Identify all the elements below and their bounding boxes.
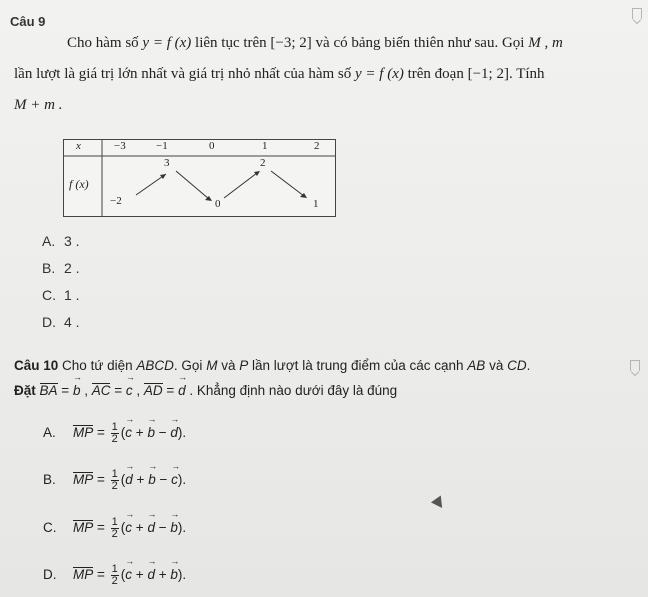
table-x-value: −3 xyxy=(114,140,126,152)
arrow-down-1 xyxy=(176,171,209,199)
vector-term: → d xyxy=(147,520,155,535)
q10-text: . xyxy=(526,358,531,373)
variation-table xyxy=(63,139,336,217)
fraction-half xyxy=(111,564,119,587)
frac-num: 1 xyxy=(111,468,118,480)
vector-ad: AD xyxy=(143,383,163,398)
operator: + xyxy=(136,472,145,488)
table-x-label: x xyxy=(76,140,81,152)
fraction-half xyxy=(111,469,119,492)
q9-line-1 xyxy=(67,35,563,52)
q10-shape: ABCD xyxy=(136,358,174,373)
table-x-value: 1 xyxy=(262,140,268,152)
vector-ac: AC xyxy=(91,383,111,398)
q10-heading: Câu 10 xyxy=(14,358,59,373)
q9-heading: Câu 9 xyxy=(10,14,46,29)
operator: − xyxy=(158,520,167,536)
fraction-half xyxy=(111,517,119,540)
arrowhead xyxy=(160,174,166,179)
operator: + xyxy=(135,567,144,583)
option-label: A. xyxy=(42,233,56,249)
q10-eq: = xyxy=(57,383,73,398)
table-x-value: 2 xyxy=(314,140,320,152)
q10-option-c[interactable]: C. MP = $\frac{1}{2}$ (→ c + → d − → b). xyxy=(43,517,186,540)
q10-text: lần lượt là trung điểm của các cạnh xyxy=(252,358,464,373)
variation-table-svg xyxy=(64,140,335,216)
q9-text: trên đoạn xyxy=(407,66,464,82)
q10-text: và xyxy=(489,358,504,373)
option-value: 4 . xyxy=(64,314,80,330)
q10-option-b[interactable]: B. MP = $\frac{1}{2}$ (→ d + → b − → c). xyxy=(43,469,186,492)
table-f-value: 2 xyxy=(260,157,266,169)
vector-term: → b xyxy=(170,520,178,535)
vector-mp: MP xyxy=(73,520,94,536)
table-f-label: f (x) xyxy=(69,177,89,191)
option-label: B. xyxy=(42,260,56,276)
vector-b: → b xyxy=(73,383,81,398)
option-value: 1 . xyxy=(64,287,80,303)
fraction-half xyxy=(111,422,119,445)
vector-term: → c xyxy=(171,472,178,487)
q10-text: và xyxy=(221,358,236,373)
q10-point: M xyxy=(206,358,218,373)
vector-mp: MP xyxy=(73,425,94,441)
vector-term: → d xyxy=(125,472,133,487)
mouse-cursor-icon xyxy=(431,496,447,512)
q10-text: . Khẳng định nào dưới đây là đúng xyxy=(189,383,398,398)
option-value: 3 . xyxy=(64,233,80,249)
vector-mp: MP xyxy=(73,472,94,488)
frac-den: 2 xyxy=(111,480,118,492)
q10-sep: , xyxy=(132,383,141,398)
frac-den: 2 xyxy=(111,528,118,540)
table-f-value: 0 xyxy=(215,198,221,210)
vector-term: → c xyxy=(125,520,132,535)
table-f-value: 1 xyxy=(313,198,319,210)
table-f-value: −2 xyxy=(110,195,122,207)
q10-sep: , xyxy=(80,383,92,398)
q10-bookmark-icon[interactable] xyxy=(630,360,640,371)
table-f-value: 3 xyxy=(164,157,170,169)
q10-edge: CD xyxy=(507,358,527,373)
vector-term: → c xyxy=(125,567,132,582)
option-value: 2 . xyxy=(64,260,80,276)
vector-d: → d xyxy=(178,383,186,398)
arrowhead xyxy=(254,171,260,176)
q10-eq: = xyxy=(162,383,179,398)
vector-c: → c xyxy=(126,383,133,398)
vector-ba: BA xyxy=(39,383,58,398)
frac-den: 2 xyxy=(111,433,118,445)
q10-option-a[interactable]: A. MP = $\frac{1}{2}$ (→ c + → b − → d). xyxy=(43,422,186,445)
close-paren: ). xyxy=(177,567,187,583)
q10-line-2 xyxy=(14,383,397,398)
close-paren: ). xyxy=(177,472,187,488)
q10-eq: = xyxy=(110,383,126,398)
q9-text: và có bảng biến thiên như sau. Gọi xyxy=(315,35,525,51)
close-paren: ). xyxy=(177,520,187,536)
vector-term: → c xyxy=(125,425,132,440)
q9-option-c[interactable] xyxy=(42,287,80,303)
arrow-up-2 xyxy=(224,173,257,198)
frac-num: 1 xyxy=(111,516,118,528)
q9-option-b[interactable] xyxy=(42,260,80,276)
close-paren: ). xyxy=(177,425,187,441)
frac-num: 1 xyxy=(111,563,118,575)
vector-term: → d xyxy=(170,425,178,440)
arrow-down-2 xyxy=(271,171,304,196)
operator: − xyxy=(158,425,167,441)
operator: + xyxy=(158,567,167,583)
q9-interval: [−3; 2] xyxy=(270,35,312,51)
vector-term: → b xyxy=(147,425,155,440)
vector-term: → d xyxy=(147,567,155,582)
q9-vars: M , m xyxy=(528,35,563,51)
q9-option-d[interactable] xyxy=(42,314,80,330)
frac-num: 1 xyxy=(111,421,118,433)
q9-text: . Tính xyxy=(508,66,545,82)
table-x-value: −1 xyxy=(156,140,168,152)
q9-function: y = f (x) xyxy=(142,35,192,51)
operator: + xyxy=(135,520,144,536)
option-label: B. xyxy=(43,472,56,488)
option-label: D. xyxy=(42,314,56,330)
q10-edge: AB xyxy=(467,358,486,373)
q10-text: Cho tứ diện xyxy=(62,358,133,373)
frac-den: 2 xyxy=(111,575,118,587)
q9-text: Cho hàm số xyxy=(67,35,139,51)
arrow-up-1 xyxy=(136,174,166,195)
operator: − xyxy=(159,472,168,488)
q9-text: lần lượt là giá trị lớn nhất và giá trị nhỏ nhất của hàm số xyxy=(14,66,352,82)
option-label: C. xyxy=(42,287,56,303)
vector-term: → b xyxy=(148,472,156,487)
q9-bookmark-icon[interactable] xyxy=(632,8,642,19)
option-label: C. xyxy=(43,520,57,536)
q10-point: P xyxy=(239,358,249,373)
q10-text: . Gọi xyxy=(173,358,203,373)
q10-text: Đặt xyxy=(14,383,36,398)
option-label: D. xyxy=(43,567,57,583)
q9-interval: [−1; 2] xyxy=(467,66,509,82)
operator: + xyxy=(135,425,144,441)
q9-function: y = f (x) xyxy=(355,66,404,82)
vector-mp: MP xyxy=(73,567,94,583)
option-label: A. xyxy=(43,425,56,441)
q9-option-a[interactable] xyxy=(42,233,80,249)
q9-line-2 xyxy=(14,66,545,83)
q9-text: liên tục trên xyxy=(195,35,267,51)
vector-term: → b xyxy=(170,567,178,582)
q10-option-d[interactable]: D. MP = $\frac{1}{2}$ (→ c + → d + → b). xyxy=(43,564,186,587)
q9-line-3: M + m . xyxy=(14,97,63,113)
table-x-value: 0 xyxy=(209,140,215,152)
q10-line-1 xyxy=(14,358,530,373)
